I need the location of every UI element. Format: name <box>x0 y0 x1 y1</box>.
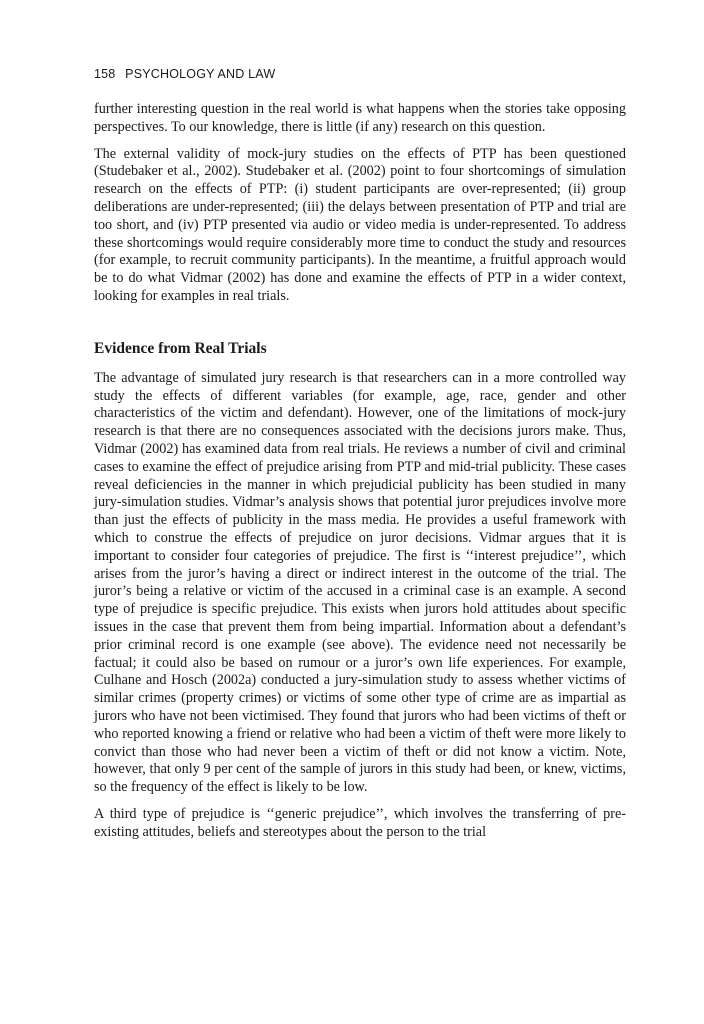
running-title: PSYCHOLOGY AND LAW <box>125 67 276 81</box>
paragraph: The advantage of simulated jury research is that researchers can in a more controlled way study the effects of different variables (for example, age, race, gender and other characteristics of the victim and defendant). However, one of the limitations of mock-jury research is that there are no consequences associated with the decisions jurors make. Thus, Vidmar (2002) has examined data from real trials. He reviews a number of civil and criminal cases to examine the effect of prejudice arising from PTP and mid-trial publicity. These cases reveal deficiencies in the manner in which prejudicial publicity has been studied in many jury-simulation studies. Vidmar’s analysis shows that potential juror prejudices involve more than just the effects of publicity in the mass media. He provides a useful framework with which to construe the effects of prejudice on juror decisions. Vidmar argues that it is important to consider four categories of prejudice. The first is ‘‘interest prejudice’’, which arises from the juror’s having a direct or indirect interest in the outcome of the trial. The juror’s being a relative or victim of the accused in a criminal case is an example. A second type of prejudice is specific prejudice. This exists when jurors hold attitudes about specific issues in the case that prevent them from being impartial. Information about a defendant’s prior criminal record is one example (see above). The evidence need not necessarily be factual; it could also be based on rumour or a juror’s own life experiences. For example, Culhane and Hosch (2002a) conducted a jury-simulation study to assess whether victims of similar crimes (property crimes) or victims of some other type of crime are as impartial as jurors who have not been victimised. They found that jurors who had been victims of theft or who reported knowing a friend or relative who had been a victim of theft were more likely to convict than those who had never been a victim of theft or did not know a victim. Note, however, that only 9 per cent of the sample of jurors in this study had been, or knew, victims, so the frequency of the effect is likely to be low. <box>94 369 626 796</box>
section-heading: Evidence from Real Trials <box>94 339 267 357</box>
page-number: 158 <box>94 67 116 81</box>
running-header <box>94 67 275 81</box>
body-text <box>94 101 626 841</box>
paragraph: further interesting question in the real world is what happens when the stories take opposing perspectives. To our knowledge, there is little (if any) research on this question. <box>94 101 626 135</box>
paragraph: A third type of prejudice is ‘‘generic prejudice’’, which involves the transferring of pre-existing attitudes, beliefs and stereotypes about the person to the trial <box>94 805 626 840</box>
paragraph: The external validity of mock-jury studies on the effects of PTP has been questioned (Studebaker et al., 2002). Studebaker et al. (2002) point to four shortcomings of simulation research on the effects of PTP: (i) student participants are over-represented; (ii) group deliberations are under-represented; (iii) the delays between presentation of PTP and trial are too short, and (iv) PTP presented via audio or video media is under-represented. To address these shortcomings would require considerably more time to conduct the study and resources (for example, to recruit community participants). In the meantime, a fruitful approach would be to do what Vidmar (2002) has done and examine the effects of PTP in a wider context, looking for examples in real trials. <box>94 145 626 304</box>
